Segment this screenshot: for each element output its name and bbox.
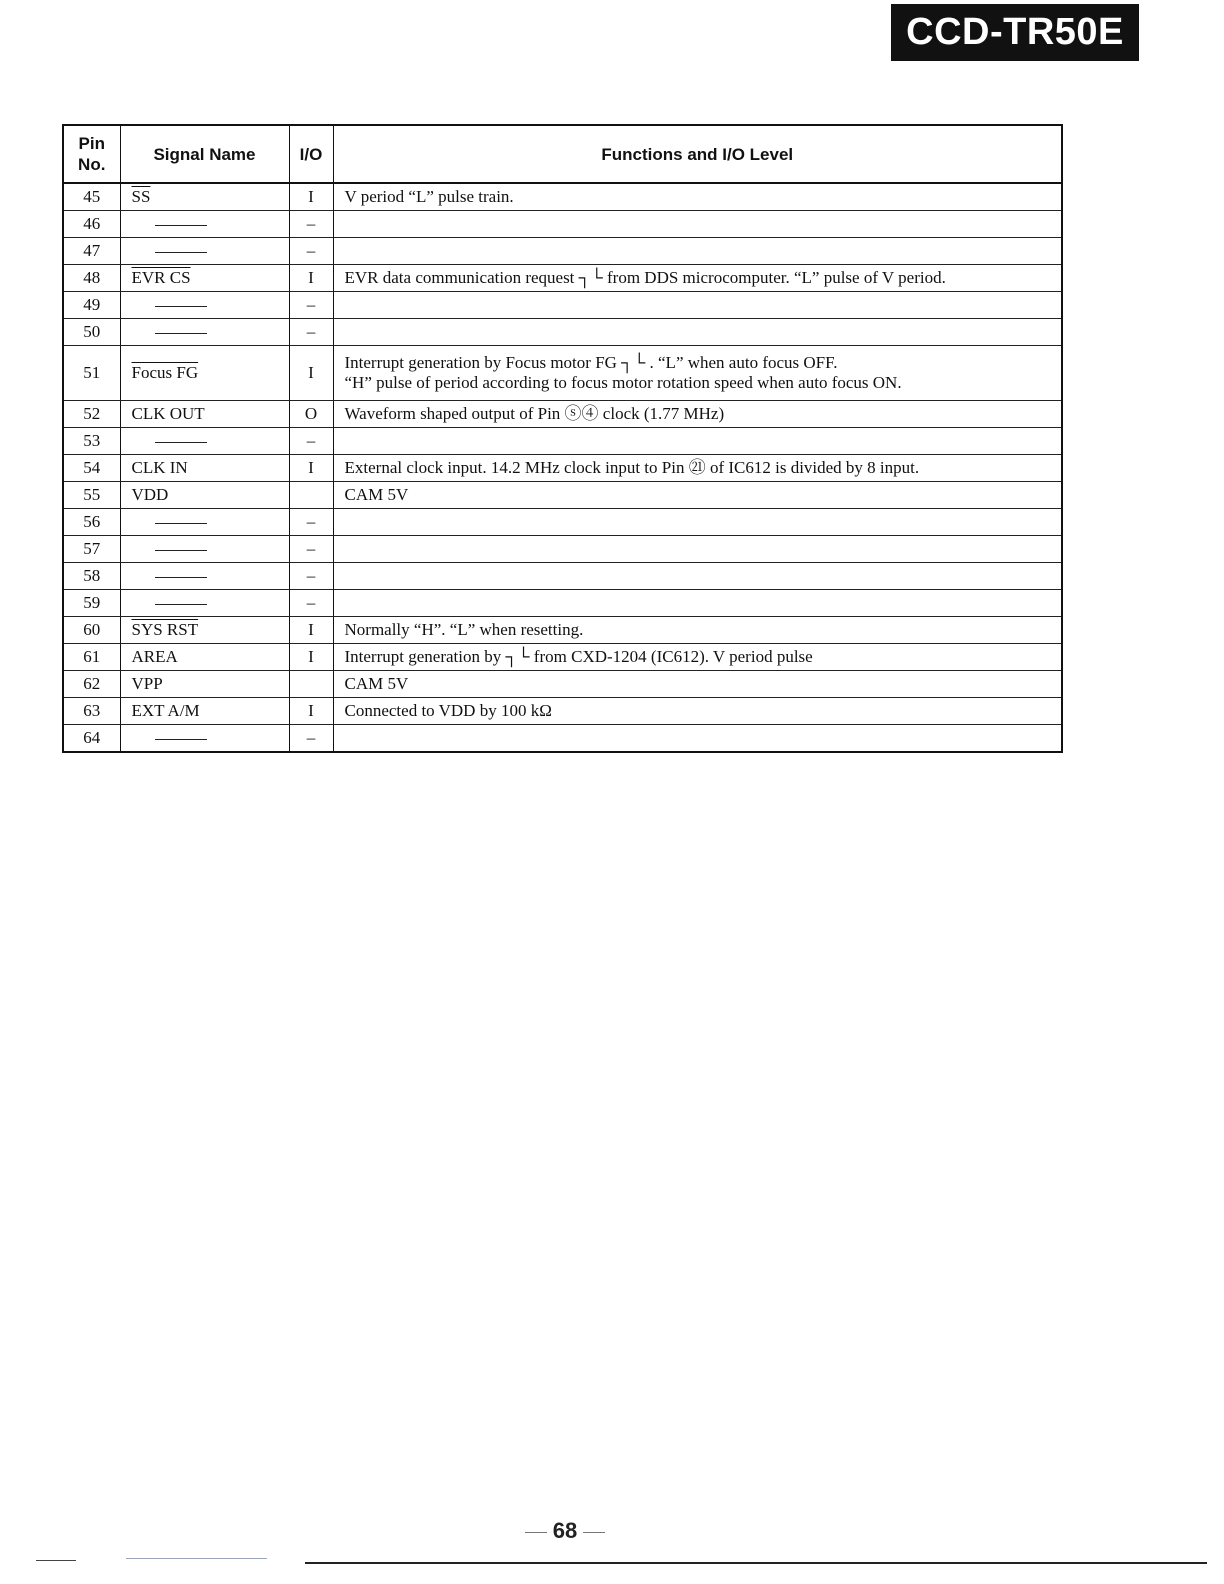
function-description — [333, 509, 1062, 536]
header-pin-no — [63, 125, 120, 183]
signal-name — [120, 563, 289, 590]
pin-number: 48 — [63, 265, 120, 292]
pin-number: 58 — [63, 563, 120, 590]
unused-signal-dash — [155, 523, 207, 524]
function-description — [333, 698, 1062, 725]
table-row — [63, 671, 1062, 698]
signal-name-text: EVR CS — [131, 268, 191, 287]
signal-name — [120, 509, 289, 536]
function-description — [333, 346, 1062, 401]
table-header-row — [63, 125, 1062, 183]
signal-name-text: CLK OUT — [131, 404, 205, 423]
table-row — [63, 536, 1062, 563]
table-row — [63, 428, 1062, 455]
io-direction: I — [289, 698, 333, 725]
function-description — [333, 644, 1062, 671]
function-description — [333, 536, 1062, 563]
signal-name-text: VDD — [131, 485, 169, 504]
signal-name — [120, 617, 289, 644]
signal-name-text: $\overline{SS}$ — [131, 187, 151, 206]
function-description — [333, 428, 1062, 455]
unused-signal-dash — [155, 550, 207, 551]
table-row — [63, 725, 1062, 753]
unused-signal-dash — [155, 739, 207, 740]
function-text: Interrupt generation by ┐└ from CXD-1204 (IC612). V period pulse — [344, 647, 813, 666]
io-direction: – — [289, 725, 333, 753]
signal-name — [120, 401, 289, 428]
page-number-rule-left — [525, 1532, 547, 1533]
function-description — [333, 671, 1062, 698]
pin-number: 63 — [63, 698, 120, 725]
function-text: CAM 5V — [344, 485, 409, 504]
function-text: External clock input. 14.2 MHz clock input to Pin ㉑ of IC612 is divided by 8 input. — [344, 458, 920, 477]
function-text: V period “L” pulse train. — [344, 187, 514, 206]
function-description — [333, 211, 1062, 238]
signal-name — [120, 183, 289, 211]
io-direction — [289, 671, 333, 698]
io-direction — [289, 482, 333, 509]
signal-name — [120, 671, 289, 698]
table-row — [63, 590, 1062, 617]
table-row — [63, 265, 1062, 292]
pin-number: 64 — [63, 725, 120, 753]
function-description — [333, 292, 1062, 319]
pin-number: 46 — [63, 211, 120, 238]
signal-name-text: AREA — [131, 647, 178, 666]
function-description — [333, 563, 1062, 590]
signal-name-text: VPP — [131, 674, 163, 693]
table-body — [63, 183, 1062, 752]
io-direction: – — [289, 536, 333, 563]
pin-number: 56 — [63, 509, 120, 536]
function-description — [333, 617, 1062, 644]
function-description — [333, 725, 1062, 753]
function-description — [333, 590, 1062, 617]
pin-number: 59 — [63, 590, 120, 617]
io-direction: I — [289, 455, 333, 482]
table-row — [63, 644, 1062, 671]
io-direction: – — [289, 292, 333, 319]
unused-signal-dash — [155, 604, 207, 605]
function-text: CAM 5V — [344, 674, 409, 693]
unused-signal-dash — [155, 577, 207, 578]
pin-number: 53 — [63, 428, 120, 455]
function-text: Waveform shaped output of Pin ⓢ④ clock (1.77 MHz) — [344, 404, 725, 423]
signal-name — [120, 292, 289, 319]
pin-number: 45 — [63, 183, 120, 211]
unused-signal-dash — [155, 333, 207, 334]
signal-name — [120, 482, 289, 509]
table-row — [63, 509, 1062, 536]
function-description — [333, 482, 1062, 509]
bottom-blue-rule — [126, 1558, 267, 1559]
function-text: EVR data communication request ┐└ from DDS microcomputer. “L” pulse of V period. — [344, 268, 946, 287]
io-direction: I — [289, 183, 333, 211]
function-text: Normally “H”. “L” when resetting. — [344, 620, 584, 639]
signal-name — [120, 265, 289, 292]
signal-name — [120, 536, 289, 563]
signal-name-text: SYS RST — [131, 620, 199, 639]
header-signal-name: Signal Name — [120, 125, 289, 183]
pin-number: 51 — [63, 346, 120, 401]
io-direction: – — [289, 590, 333, 617]
pin-number: 49 — [63, 292, 120, 319]
signal-name — [120, 319, 289, 346]
signal-name — [120, 725, 289, 753]
pin-number: 61 — [63, 644, 120, 671]
function-text: Connected to VDD by 100 kΩ — [344, 701, 552, 720]
signal-name-text: CLK IN — [131, 458, 188, 477]
io-direction: – — [289, 428, 333, 455]
signal-name — [120, 698, 289, 725]
function-description — [333, 319, 1062, 346]
signal-name — [120, 238, 289, 265]
io-direction: – — [289, 211, 333, 238]
page-number — [0, 1518, 1130, 1544]
pin-number: 60 — [63, 617, 120, 644]
table-row — [63, 183, 1062, 211]
function-text: Interrupt generation by Focus motor FG ┐└ . “L” when auto focus OFF. — [344, 353, 838, 372]
io-direction: I — [289, 644, 333, 671]
function-description — [333, 183, 1062, 211]
io-direction: O — [289, 401, 333, 428]
table-row — [63, 455, 1062, 482]
header-io: I/O — [289, 125, 333, 183]
signal-name — [120, 428, 289, 455]
page-number-text: 68 — [552, 1518, 578, 1543]
signal-name — [120, 211, 289, 238]
signal-name — [120, 455, 289, 482]
function-description — [333, 455, 1062, 482]
table-row — [63, 292, 1062, 319]
signal-name-text: EXT A/M — [131, 701, 200, 720]
pin-number: 50 — [63, 319, 120, 346]
unused-signal-dash — [155, 252, 207, 253]
header-functions: Functions and I/O Level — [333, 125, 1062, 183]
io-direction: – — [289, 563, 333, 590]
pin-number: 57 — [63, 536, 120, 563]
signal-name-text: Focus FG — [131, 363, 199, 382]
table-row — [63, 482, 1062, 509]
pin-number: 55 — [63, 482, 120, 509]
table-row — [63, 211, 1062, 238]
function-description — [333, 238, 1062, 265]
io-direction: – — [289, 509, 333, 536]
table-row — [63, 698, 1062, 725]
table-row — [63, 401, 1062, 428]
header-pin-no-label: Pin No. — [78, 134, 106, 174]
bottom-rule — [305, 1562, 1207, 1564]
table-row — [63, 346, 1062, 401]
model-badge: CCD-TR50E — [891, 4, 1139, 61]
signal-name — [120, 346, 289, 401]
bottom-left-rule — [36, 1560, 76, 1561]
io-direction: I — [289, 265, 333, 292]
table-row — [63, 617, 1062, 644]
table-row — [63, 238, 1062, 265]
io-direction: I — [289, 617, 333, 644]
pin-function-table — [62, 124, 1063, 753]
function-description — [333, 401, 1062, 428]
pin-number: 54 — [63, 455, 120, 482]
io-direction: – — [289, 238, 333, 265]
pin-number: 52 — [63, 401, 120, 428]
io-direction: – — [289, 319, 333, 346]
pin-number: 62 — [63, 671, 120, 698]
unused-signal-dash — [155, 225, 207, 226]
function-description — [333, 265, 1062, 292]
unused-signal-dash — [155, 442, 207, 443]
pin-number: 47 — [63, 238, 120, 265]
signal-name — [120, 644, 289, 671]
unused-signal-dash — [155, 306, 207, 307]
table-row — [63, 319, 1062, 346]
io-direction: I — [289, 346, 333, 401]
function-text-line2: “H” pulse of period according to focus motor rotation speed when auto focus ON. — [344, 373, 902, 392]
signal-name — [120, 590, 289, 617]
page-number-rule-right — [583, 1532, 605, 1533]
table-row — [63, 563, 1062, 590]
